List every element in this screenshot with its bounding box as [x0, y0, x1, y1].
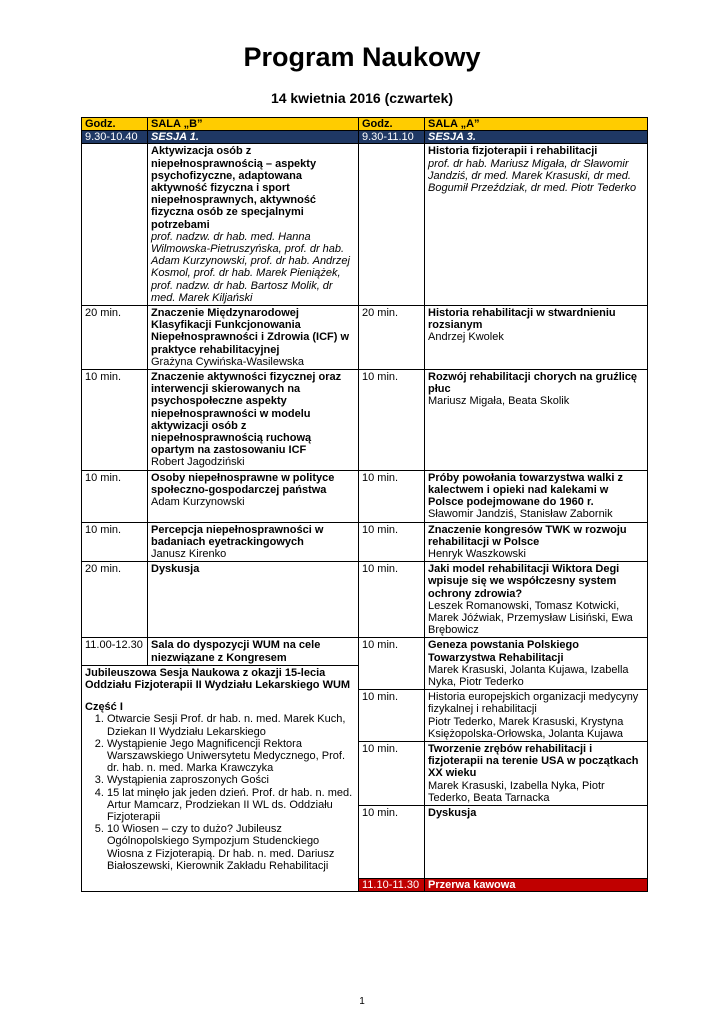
talk-title: Znaczenie kongresów TWK w rozwoju rehabilitacji w Polsce — [428, 523, 627, 548]
time-cell: 10 min. — [359, 470, 425, 522]
talk-authors: Marek Krasuski, Izabella Nyka, Piotr Tederko, Beata Tarnacka — [428, 779, 605, 804]
time-cell: 20 min. — [82, 562, 148, 638]
table-row — [82, 638, 648, 665]
talk-authors: Henryk Waszkowski — [428, 547, 526, 560]
list-item: 5. 10 Wiosen – czy to dużo? Jubileusz Ogólnopolskiego Sympozjum Studenckiego Wiosna z Fizjoterapią. Dr hab. n. med. Dariusz Białoszewski, Kierownik Zakładu Rehabilitacji — [107, 823, 355, 872]
talk-cell — [148, 470, 359, 522]
talk-authors: Sławomir Jandziś, Stanisław Zabornik — [428, 508, 613, 521]
talk-cell — [425, 690, 648, 742]
talk-title: Osoby niepełnosprawne w polityce społeczno-gospodarczej państwa — [151, 471, 335, 496]
list-item: 1. Otwarcie Sesji Prof. dr hab. n. med. Marek Kuch, Dziekan II Wydziału Lekarskiego — [107, 713, 355, 737]
session-label-right: SESJA 3. — [425, 131, 648, 144]
table-row — [82, 562, 648, 638]
talk-cell — [148, 144, 359, 306]
talk-title: Historia rehabilitacji w stwardnieniu rozsianym — [428, 307, 616, 332]
jubilee-cell — [82, 665, 359, 891]
header-sala-a: SALA „A” — [425, 118, 648, 131]
talk-authors: Mariusz Migała, Beata Skolik — [428, 395, 570, 408]
talk-cell — [425, 522, 648, 562]
jubilee-list — [85, 713, 355, 872]
jubilee-heading: Jubileuszowa Sesja Naukowa z okazji 15-lecia Oddziału Fizjoterapii II Wydziału Lekarskiego WUM — [85, 666, 351, 691]
jubilee-part: Część I — [85, 701, 123, 714]
time-cell: 10 min. — [359, 805, 425, 878]
talk-title: Geneza powstania Polskiego Towarzystwa Rehabilitacji — [428, 639, 579, 664]
talk-authors: Janusz Kirenko — [151, 547, 227, 560]
table-row — [82, 306, 648, 370]
page-subtitle: 14 kwietnia 2016 (czwartek) — [270, 90, 454, 106]
talk-title: Dyskusja — [151, 563, 200, 576]
time-cell: 11.00-12.30 — [82, 638, 148, 665]
talk-title: Próby powołania towarzystwa walki z kalectwem i opieki nad kalekami w Polsce podejmowane do 1960 r. — [428, 471, 623, 509]
talk-cell — [148, 638, 359, 665]
time-cell: 10 min. — [82, 522, 148, 562]
table-row — [82, 370, 648, 471]
talk-authors: prof. dr hab. Mariusz Migała, dr Sławomir Jandziś, dr med. Marek Krasuski, dr med. Bogumił Przeździak, dr med. Piotr Tederko — [428, 157, 637, 195]
talk-cell — [425, 562, 648, 638]
talk-cell — [148, 522, 359, 562]
talk-cell — [425, 470, 648, 522]
talk-authors: Grażyna Cywińska-Wasilewska — [151, 355, 305, 368]
talk-title: Dyskusja — [428, 806, 477, 819]
session-time-left: 9.30-10.40 — [82, 131, 148, 144]
talk-authors: Robert Jagodziński — [151, 456, 245, 469]
time-cell: 20 min. — [82, 306, 148, 370]
table-row — [82, 470, 648, 522]
talk-authors: Leszek Romanowski, Tomasz Kotwicki, Marek Jóźwiak, Przemysław Lisiński, Ewa Brębowicz — [428, 599, 633, 637]
time-cell — [82, 144, 148, 306]
header-sala-b: SALA „B” — [148, 118, 359, 131]
table-header-row — [82, 118, 648, 131]
talk-authors: Marek Krasuski, Jolanta Kujawa, Izabella Nyka, Piotr Tederko — [428, 663, 629, 688]
time-cell — [359, 144, 425, 306]
time-cell: 10 min. — [359, 741, 425, 805]
time-cell: 10 min. — [359, 370, 425, 471]
list-item: 3. Wystąpienia zaproszonych Gości — [107, 774, 355, 786]
time-cell: 10 min. — [82, 370, 148, 471]
talk-title: Jaki model rehabilitacji Wiktora Degi wpisuje się we współczesny system ochrony zdrowia? — [428, 563, 620, 600]
talk-cell — [425, 370, 648, 471]
talk-title: Historia fizjoterapii i rehabilitacji — [428, 145, 598, 158]
break-time: 11.10-11.30 — [359, 878, 425, 891]
time-cell: 10 min. — [359, 562, 425, 638]
talk-cell — [148, 562, 359, 638]
talk-title: Percepcja niepełnosprawności w badaniach eyetrackingowych — [151, 523, 324, 548]
table-row — [82, 522, 648, 562]
talk-cell — [148, 306, 359, 370]
table-row — [82, 144, 648, 306]
page-title: Program Naukowy — [243, 42, 481, 72]
time-cell: 10 min. — [359, 522, 425, 562]
talk-title: Znaczenie aktywności fizycznej oraz interwencji skierowanych na psychospołeczne aspekty niepełnosprawności w modelu aktywizacji osób z niepełnosprawnością ruchową opartym na zastosowaniu ICF — [151, 371, 342, 457]
page-number: 1 — [359, 996, 365, 1007]
talk-title: Historia europejskich organizacji medycyny fizykalnej i rehabilitacji — [428, 691, 639, 716]
talk-title: Tworzenie zrębów rehabilitacji i fizjoterapii na terenie USA w początkach XX wieku — [428, 742, 639, 780]
session-time-right: 9.30-11.10 — [359, 131, 425, 144]
time-cell: 10 min. — [359, 638, 425, 690]
talk-title: Aktywizacja osób z niepełnosprawnością – aspekty psychofizyczne, adaptowana aktywność fizyczna i sport niepełnosprawnych, aktywność fizyczna osób ze specjalnymi potrzebami — [151, 145, 317, 231]
talk-cell — [425, 638, 648, 690]
session-row — [82, 131, 648, 144]
header-godz-left: Godz. — [82, 118, 148, 131]
list-item: 4. 15 lat minęło jak jeden dzień. Prof. dr hab. n. med. Artur Mamcarz, Prodziekan II WL ds. Oddziału Fizjoterapii — [107, 787, 355, 824]
talk-authors: Piotr Tederko, Marek Krasuski, Krystyna Księżopolska-Orłowska, Jolanta Kujawa — [428, 715, 624, 740]
time-cell: 10 min. — [82, 470, 148, 522]
header-godz-right: Godz. — [359, 118, 425, 131]
talk-cell — [425, 741, 648, 805]
break-label: Przerwa kawowa — [425, 878, 648, 891]
talk-authors: Adam Kurzynowski — [151, 496, 245, 509]
talk-cell — [425, 144, 648, 306]
program-table — [81, 117, 648, 892]
time-cell: 10 min. — [359, 690, 425, 742]
talk-title: Rozwój rehabilitacji chorych na gruźlicę płuc — [428, 371, 638, 396]
talk-authors: Andrzej Kwolek — [428, 331, 504, 344]
time-cell: 20 min. — [359, 306, 425, 370]
session-label-left: SESJA 1. — [148, 131, 359, 144]
talk-authors: prof. nadzw. dr hab. med. Hanna Wilmowska-Pietruszyńska, prof. dr hab. Adam Kurzynowski, prof. dr hab. Andrzej Kosmol, prof. dr hab. Marek Pieniążek, prof. nadzw. dr hab. Bartosz Molik, dr med. Marek Kiljański — [151, 230, 350, 304]
talk-cell — [425, 805, 648, 878]
list-item: 2. Wystąpienie Jego Magnificencji Rektora Warszawskiego Uniwersytetu Medycznego, Prof. dr. hab. n. med. Marka Krawczyka — [107, 738, 355, 775]
talk-cell — [425, 306, 648, 370]
talk-cell — [148, 370, 359, 471]
talk-title: Sala do dyspozycji WUM na cele niezwiązane z Kongresem — [151, 639, 321, 664]
talk-title: Znaczenie Międzynarodowej Klasyfikacji Funkcjonowania Niepełnosprawności i Zdrowia (ICF) w praktyce rehabilitacyjnej — [151, 307, 350, 356]
